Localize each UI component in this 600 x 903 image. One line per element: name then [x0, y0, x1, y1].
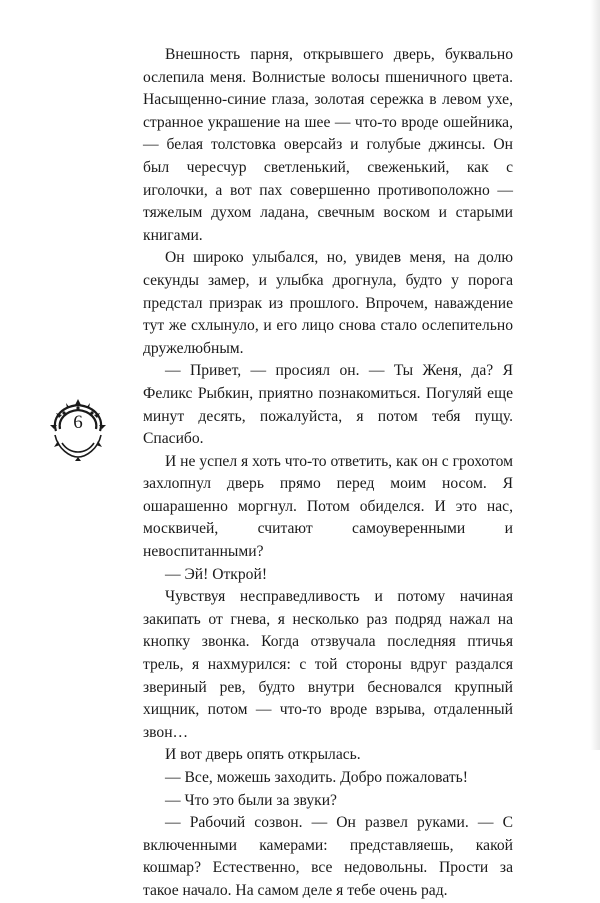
paragraph: Чувствуя несправедливость и потому начиная закипать от гнева, я несколько раз подряд нажал на кнопку звонка. Когда отзвучала последняя птичья трель, я нахмурился: с той стороны вдруг раздался звериный рев, будто внутри бесновался крупный хищник, потом — что-то вроде взрыва, отдаленный звон… [143, 588, 513, 741]
paragraph: — Рабочий созвон. — Он развел руками. — С включенными камерами: представляешь, какой кошмар? Естественно, все недовольны. Прости за такое начало. На самом деле я тебе очень рад. [143, 814, 513, 899]
page-edge-shadow [590, 0, 600, 750]
paragraph: И вот дверь опять открылась. [165, 746, 361, 764]
body-text [143, 44, 513, 903]
page-number: 6 [73, 412, 83, 433]
paragraph: — Что это были за звуки? [165, 791, 337, 809]
paragraph: Он широко улыбался, но, увидев меня, на долю секунды замер, и улыбка дрогнула, будто у порога предстал призрак из прошлого. Впрочем, наваждение тут же схлынуло, и его лицо снова стало ослепительно дружелюбным. [143, 249, 513, 357]
paragraph: — Эй! Открой! [165, 565, 268, 583]
paragraph: И не успел я хоть что-то ответить, как он с грохотом захлопнул дверь прямо перед моим носом. Я ошарашенно моргнул. Потом обиделся. И это нас, москвичей, считают самоуверенными и невоспитанными? [143, 452, 513, 561]
paragraph: Внешность парня, открывшего дверь, буквально ослепила меня. Волнистые волосы пшеничного цвета. Насыщенно-синие глаза, золотая сережка в левом ухе, странное украшение на шее — что-то вроде ошейника, — белая толстовка оверсайз и голубые джинсы. Он был чересчур светленький, свеженький, как с иголочки, а вот пах совершенно противоположно — тяжелым духом ладана, свечным воском и старыми книгами. [143, 46, 513, 244]
paragraph: — Привет, — просиял он. — Ты Женя, да? Я Феликс Рыбкин, приятно познакомиться. Погуляй еще минут десять, пожалуйста, я потом тебя пущу. Спасибо. [143, 362, 513, 448]
paragraph: — Все, можешь заходить. Добро пожаловать! [165, 769, 468, 786]
